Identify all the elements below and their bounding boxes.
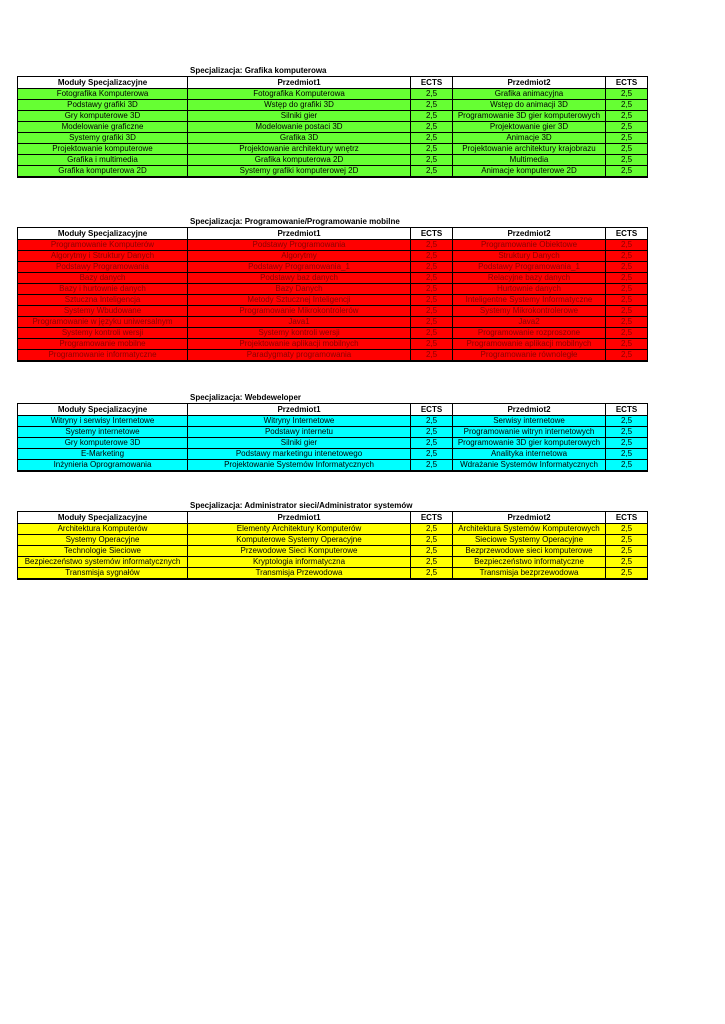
cell-ects2: 2,5: [606, 317, 648, 328]
cell-modul: Grafika komputerowa 2D: [18, 166, 188, 178]
cell-przedmiot1: Grafika 3D: [188, 133, 411, 144]
header-przedmiot2: Przedmiot2: [453, 404, 606, 416]
cell-ects2: 2,5: [606, 144, 648, 155]
cell-przedmiot1: Java1: [188, 317, 411, 328]
cell-modul: Modelowanie graficzne: [18, 122, 188, 133]
table-row: [18, 535, 648, 546]
header-moduly: Moduły Specjalizacyjne: [18, 404, 188, 416]
cell-przedmiot2: Transmisja bezprzewodowa: [453, 568, 606, 580]
cell-przedmiot2: Programowanie równoległe: [453, 350, 606, 362]
cell-przedmiot2: Animacje komputerowe 2D: [453, 166, 606, 178]
header-przedmiot2: Przedmiot2: [453, 228, 606, 240]
cell-przedmiot1: Podstawy marketingu intenetowego: [188, 449, 411, 460]
cell-ects1: 2,5: [411, 166, 453, 178]
cell-ects2: 2,5: [606, 328, 648, 339]
cell-ects2: 2,5: [606, 557, 648, 568]
cell-modul: Podstawy Programowania: [18, 262, 188, 273]
cell-ects2: 2,5: [606, 339, 648, 350]
table-row: [18, 89, 648, 100]
cell-ects2: 2,5: [606, 524, 648, 535]
cell-ects1: 2,5: [411, 568, 453, 580]
cell-przedmiot1: Fotografika Komputerowa: [188, 89, 411, 100]
cell-przedmiot1: Kryptologia informatyczna: [188, 557, 411, 568]
header-ects1: ECTS: [411, 228, 453, 240]
cell-ects1: 2,5: [411, 240, 453, 251]
cell-ects1: 2,5: [411, 89, 453, 100]
cell-ects1: 2,5: [411, 295, 453, 306]
cell-przedmiot1: Podstawy internetu: [188, 427, 411, 438]
cell-ects1: 2,5: [411, 460, 453, 472]
cell-ects1: 2,5: [411, 427, 453, 438]
header-ects2: ECTS: [606, 77, 648, 89]
table-webdeweloper: [17, 403, 648, 472]
cell-modul: E-Marketing: [18, 449, 188, 460]
cell-ects2: 2,5: [606, 89, 648, 100]
cell-ects2: 2,5: [606, 416, 648, 427]
cell-ects2: 2,5: [606, 350, 648, 362]
cell-ects1: 2,5: [411, 100, 453, 111]
cell-modul: Fotografika Komputerowa: [18, 89, 188, 100]
table-row: [18, 155, 648, 166]
cell-przedmiot1: Transmisja Przewodowa: [188, 568, 411, 580]
cell-ects2: 2,5: [606, 306, 648, 317]
cell-ects1: 2,5: [411, 557, 453, 568]
header-moduly: Moduły Specjalizacyjne: [18, 512, 188, 524]
cell-ects2: 2,5: [606, 284, 648, 295]
cell-przedmiot1: Podstawy Programowania_1: [188, 262, 411, 273]
cell-przedmiot2: Programowanie 3D gier komputerowych: [453, 438, 606, 449]
cell-modul: Witryny i serwisy Internetowe: [18, 416, 188, 427]
table-row: [18, 568, 648, 580]
table-row: [18, 306, 648, 317]
cell-modul: Systemy Operacyjne: [18, 535, 188, 546]
cell-przedmiot2: Animacje 3D: [453, 133, 606, 144]
cell-ects1: 2,5: [411, 111, 453, 122]
cell-modul: Systemy Wbudowane: [18, 306, 188, 317]
cell-przedmiot1: Metody Sztucznej Inteligencji: [188, 295, 411, 306]
cell-przedmiot2: Hurtownie danych: [453, 284, 606, 295]
table-row: [18, 284, 648, 295]
header-moduly: Moduły Specjalizacyjne: [18, 77, 188, 89]
header-przedmiot2: Przedmiot2: [453, 512, 606, 524]
cell-przedmiot2: Wstęp do animacji 3D: [453, 100, 606, 111]
cell-przedmiot2: Programowanie 3D gier komputerowych: [453, 111, 606, 122]
cell-ects2: 2,5: [606, 438, 648, 449]
table-row: [18, 251, 648, 262]
cell-przedmiot1: Silniki gier: [188, 111, 411, 122]
cell-przedmiot1: Podstawy Programowania: [188, 240, 411, 251]
cell-przedmiot2: Java2: [453, 317, 606, 328]
cell-przedmiot1: Silniki gier: [188, 438, 411, 449]
header-ects1: ECTS: [411, 512, 453, 524]
table-row: [18, 317, 648, 328]
header-moduly: Moduły Specjalizacyjne: [18, 228, 188, 240]
cell-przedmiot2: Programowanie rozproszone: [453, 328, 606, 339]
table-row: [18, 100, 648, 111]
table-row: [18, 166, 648, 178]
cell-ects2: 2,5: [606, 111, 648, 122]
cell-przedmiot2: Analityka internetowa: [453, 449, 606, 460]
cell-ects1: 2,5: [411, 262, 453, 273]
cell-modul: Transmisja sygnałów: [18, 568, 188, 580]
cell-ects1: 2,5: [411, 449, 453, 460]
header-ects2: ECTS: [606, 512, 648, 524]
header-ects2: ECTS: [606, 404, 648, 416]
table-row: [18, 416, 648, 427]
header-przedmiot1: Przedmiot1: [188, 404, 411, 416]
cell-modul: Gry komputerowe 3D: [18, 438, 188, 449]
cell-ects1: 2,5: [411, 438, 453, 449]
cell-przedmiot1: Algorytmy: [188, 251, 411, 262]
cell-ects2: 2,5: [606, 122, 648, 133]
cell-modul: Bazy i hurtownie danych: [18, 284, 188, 295]
table-row: [18, 273, 648, 284]
cell-modul: Podstawy grafiki 3D: [18, 100, 188, 111]
cell-modul: Bazy danych: [18, 273, 188, 284]
header-row: [18, 228, 648, 240]
cell-ects2: 2,5: [606, 568, 648, 580]
table-row: [18, 339, 648, 350]
cell-modul: Systemy kontroli wersji: [18, 328, 188, 339]
cell-ects2: 2,5: [606, 546, 648, 557]
cell-modul: Programowanie informatyczne: [18, 350, 188, 362]
cell-ects1: 2,5: [411, 524, 453, 535]
cell-przedmiot2: Bezpieczeństwo informatyczne: [453, 557, 606, 568]
header-przedmiot1: Przedmiot1: [188, 228, 411, 240]
table-row: [18, 295, 648, 306]
cell-modul: Gry komputerowe 3D: [18, 111, 188, 122]
table-row: [18, 557, 648, 568]
cell-przedmiot2: Projektowanie architektury krajobrazu: [453, 144, 606, 155]
cell-ects1: 2,5: [411, 133, 453, 144]
cell-ects1: 2,5: [411, 144, 453, 155]
cell-modul: Inżynieria Oprogramowania: [18, 460, 188, 472]
cell-przedmiot1: Modelowanie postaci 3D: [188, 122, 411, 133]
cell-modul: Systemy internetowe: [18, 427, 188, 438]
section-title: Specjalizacja: Programowanie/Programowanie mobilne: [190, 217, 400, 226]
header-przedmiot2: Przedmiot2: [453, 77, 606, 89]
cell-ects2: 2,5: [606, 427, 648, 438]
cell-ects1: 2,5: [411, 122, 453, 133]
cell-przedmiot2: Multimedia: [453, 155, 606, 166]
cell-przedmiot2: Serwisy internetowe: [453, 416, 606, 427]
cell-ects1: 2,5: [411, 328, 453, 339]
cell-przedmiot1: Przewodowe Sieci Komputerowe: [188, 546, 411, 557]
cell-przedmiot1: Witryny Internetowe: [188, 416, 411, 427]
cell-przedmiot1: Programowanie Mikrokontrolerów: [188, 306, 411, 317]
cell-ects1: 2,5: [411, 273, 453, 284]
table-row: [18, 427, 648, 438]
cell-modul: Systemy grafiki 3D: [18, 133, 188, 144]
table-row: [18, 111, 648, 122]
cell-przedmiot2: Grafika animacyjna: [453, 89, 606, 100]
table-row: [18, 240, 648, 251]
cell-przedmiot1: Grafika komputerowa 2D: [188, 155, 411, 166]
cell-ects2: 2,5: [606, 166, 648, 178]
cell-ects2: 2,5: [606, 133, 648, 144]
cell-przedmiot1: Projektowanie architektury wnętrz: [188, 144, 411, 155]
cell-przedmiot1: Systemy kontroli wersji: [188, 328, 411, 339]
cell-przedmiot2: Bezprzewodowe sieci komputerowe: [453, 546, 606, 557]
cell-ects1: 2,5: [411, 339, 453, 350]
cell-przedmiot2: Sieciowe Systemy Operacyjne: [453, 535, 606, 546]
cell-przedmiot1: Paradygmaty programowania: [188, 350, 411, 362]
cell-przedmiot2: Programowanie witryn internetowych: [453, 427, 606, 438]
cell-modul: Programowanie Komputerów: [18, 240, 188, 251]
table-row: [18, 350, 648, 362]
cell-przedmiot2: Programowanie aplikacji mobilnych: [453, 339, 606, 350]
cell-ects2: 2,5: [606, 449, 648, 460]
table-grafika: [17, 76, 648, 178]
section-title: Specjalizacja: Webdeweloper: [190, 393, 302, 402]
cell-przedmiot1: Wstęp do grafiki 3D: [188, 100, 411, 111]
section-title: Specjalizacja: Administrator sieci/Administrator systemów: [190, 501, 413, 510]
table-programowanie: [17, 227, 648, 362]
cell-przedmiot2: Programowanie Obiektowe: [453, 240, 606, 251]
table-row: [18, 460, 648, 472]
cell-modul: Technologie Sieciowe: [18, 546, 188, 557]
table-administrator: [17, 511, 648, 580]
cell-modul: Projektowanie komputerowe: [18, 144, 188, 155]
cell-ects1: 2,5: [411, 155, 453, 166]
cell-przedmiot2: Relacyjne bazy danych: [453, 273, 606, 284]
cell-ects1: 2,5: [411, 317, 453, 328]
cell-ects1: 2,5: [411, 546, 453, 557]
cell-przedmiot1: Systemy grafiki komputerowej 2D: [188, 166, 411, 178]
cell-modul: Grafika i multimedia: [18, 155, 188, 166]
cell-ects2: 2,5: [606, 273, 648, 284]
cell-przedmiot2: Architektura Systemów Komputerowych: [453, 524, 606, 535]
cell-ects1: 2,5: [411, 251, 453, 262]
cell-ects2: 2,5: [606, 535, 648, 546]
header-row: [18, 404, 648, 416]
table-row: [18, 122, 648, 133]
cell-ects1: 2,5: [411, 350, 453, 362]
cell-modul: Sztuczna Inteligencja: [18, 295, 188, 306]
cell-przedmiot1: Bazy Danych: [188, 284, 411, 295]
cell-modul: Architektura Komputerów: [18, 524, 188, 535]
table-row: [18, 262, 648, 273]
cell-przedmiot2: Struktury Danych: [453, 251, 606, 262]
cell-modul: Bezpieczeństwo systemów informatycznych: [18, 557, 188, 568]
cell-ects1: 2,5: [411, 284, 453, 295]
cell-przedmiot1: Elementy Architektury Komputerów: [188, 524, 411, 535]
cell-przedmiot1: Podstawy baz danych: [188, 273, 411, 284]
cell-przedmiot1: Projektowanie aplikacji mobilnych: [188, 339, 411, 350]
header-ects1: ECTS: [411, 77, 453, 89]
table-row: [18, 328, 648, 339]
section-title: Specjalizacja: Grafika komputerowa: [190, 66, 327, 75]
table-row: [18, 449, 648, 460]
cell-ects2: 2,5: [606, 240, 648, 251]
cell-ects1: 2,5: [411, 535, 453, 546]
table-row: [18, 546, 648, 557]
table-row: [18, 524, 648, 535]
cell-przedmiot1: Komputerowe Systemy Operacyjne: [188, 535, 411, 546]
cell-modul: Programowanie w języku uniwersalnym: [18, 317, 188, 328]
cell-przedmiot2: Podstawy Programowania_1: [453, 262, 606, 273]
cell-przedmiot2: Inteligentne Systemy Informatyczne: [453, 295, 606, 306]
header-row: [18, 512, 648, 524]
header-przedmiot1: Przedmiot1: [188, 512, 411, 524]
cell-ects1: 2,5: [411, 306, 453, 317]
cell-ects2: 2,5: [606, 460, 648, 472]
cell-ects2: 2,5: [606, 262, 648, 273]
header-row: [18, 77, 648, 89]
table-row: [18, 438, 648, 449]
cell-modul: Algorytmy i Struktury Danych: [18, 251, 188, 262]
cell-przedmiot2: Systemy Mikrokontrolerowe: [453, 306, 606, 317]
header-ects2: ECTS: [606, 228, 648, 240]
cell-przedmiot2: Projektowanie gier 3D: [453, 122, 606, 133]
cell-ects1: 2,5: [411, 416, 453, 427]
cell-przedmiot1: Projektowanie Systemów Informatycznych: [188, 460, 411, 472]
header-ects1: ECTS: [411, 404, 453, 416]
cell-modul: Programowanie mobilne: [18, 339, 188, 350]
table-row: [18, 144, 648, 155]
cell-przedmiot2: Wdrażanie Systemów Informatycznych: [453, 460, 606, 472]
cell-ects2: 2,5: [606, 100, 648, 111]
cell-ects2: 2,5: [606, 295, 648, 306]
table-row: [18, 133, 648, 144]
cell-ects2: 2,5: [606, 155, 648, 166]
header-przedmiot1: Przedmiot1: [188, 77, 411, 89]
cell-ects2: 2,5: [606, 251, 648, 262]
